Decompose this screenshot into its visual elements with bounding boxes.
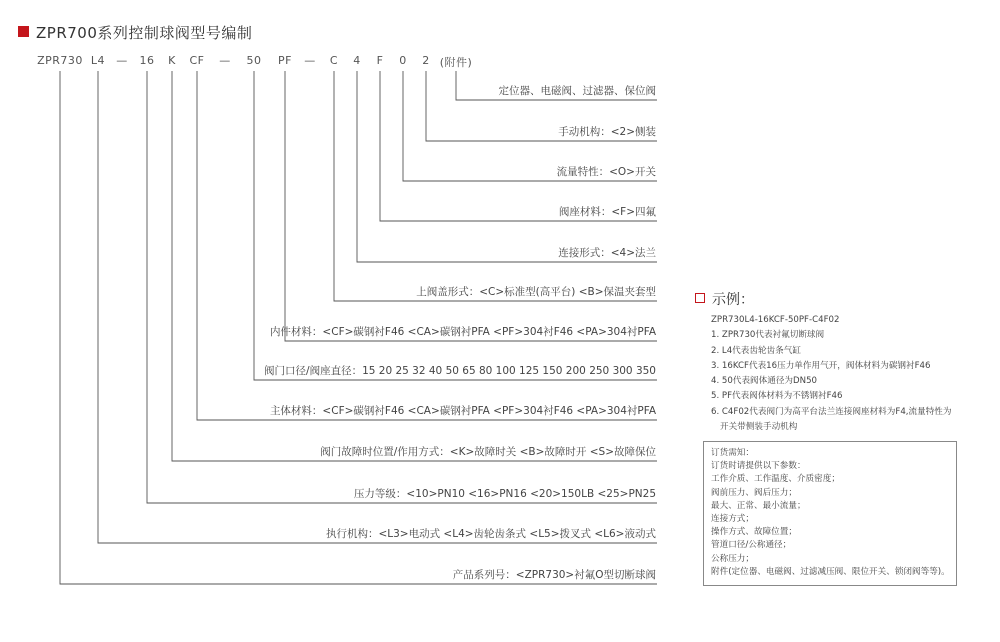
code-token-pressure: 16 xyxy=(139,54,155,67)
order-line: 工作介质、工作温度、介质密度； xyxy=(711,474,840,485)
order-line: 连接方式； xyxy=(711,514,754,525)
order-line: 阀前压力、阀后压力； xyxy=(711,487,797,498)
code-token-actuator: L4 xyxy=(90,54,106,67)
desc-series: 产品系列号：<ZPR730>衬氟O型切断球阀 xyxy=(452,569,656,581)
desc-manual-operator: 手动机构：<2>侧装 xyxy=(558,126,656,138)
code-token-accessories: (附件) xyxy=(439,56,473,69)
code-token-fail-position: K xyxy=(168,54,176,67)
example-line: 1. ZPR730代表衬氟切断球阀 xyxy=(711,330,825,341)
code-token-seat-material: F xyxy=(376,54,384,67)
order-notes-list xyxy=(711,447,950,579)
order-line: 最大、正常、最小流量； xyxy=(711,500,806,511)
example-line: 开关带侧装手动机构 xyxy=(720,422,798,433)
desc-fail-position: 阀门故障时位置/作用方式：<K>故障时关 <B>故障时开 <S>故障保位 xyxy=(320,446,656,458)
desc-trim-material: 内件材料：<CF>碳钢衬F46 <CA>碳钢衬PFA <PF>304衬F46 <PA>304衬PFA xyxy=(269,326,656,338)
order-line: 管道口径/公称通径； xyxy=(711,540,792,551)
code-token-size: 50 xyxy=(246,54,262,67)
leader-line xyxy=(98,71,657,543)
order-line: 订货需知： xyxy=(711,448,754,458)
desc-accessories: 定位器、电磁阀、过滤器、保位阀 xyxy=(498,85,656,97)
code-token-body-material: CF xyxy=(189,54,205,67)
code-token-dash: — xyxy=(116,54,128,67)
code-token-bonnet: C xyxy=(329,54,339,67)
example-line: 6. C4F02代表阀门为高平台法兰连接阀座材料为F4,流量特性为 xyxy=(711,406,952,417)
order-line: 操作方式、故障位置； xyxy=(711,527,797,538)
code-token-trim-material: PF xyxy=(278,54,292,67)
leader-line xyxy=(334,71,657,301)
example-list xyxy=(711,313,951,435)
example-marker xyxy=(695,293,705,303)
example-line: 2. L4代表齿轮齿条气缸 xyxy=(711,345,801,356)
code-token-flow-characteristic: 0 xyxy=(399,54,407,67)
example-title: 示例： xyxy=(712,292,754,308)
example-code: ZPR730L4-16KCF-50PF-C4F02 xyxy=(711,315,840,325)
desc-body-material: 主体材料：<CF>碳钢衬F46 <CA>碳钢衬PFA <PF>304衬F46 <PA>304衬PFA xyxy=(269,405,656,417)
desc-connection: 连接形式：<4>法兰 xyxy=(558,247,656,259)
example-line: 5. PF代表阀体材料为不锈钢衬F46 xyxy=(711,391,843,402)
example-line: 3. 16KCF代表16压力单作用气开，阀体材料为碳钢衬F46 xyxy=(711,360,931,371)
desc-flow-characteristic: 流量特性：<O>开关 xyxy=(556,166,656,178)
code-token-connection: 4 xyxy=(353,54,361,67)
desc-seat-material: 阀座材料：<F>四氟 xyxy=(558,206,656,218)
desc-actuator: 执行机构：<L3>电动式 <L4>齿轮齿条式 <L5>拨叉式 <L6>液动式 xyxy=(325,528,656,540)
order-line: 附件(定位器、电磁阀、过滤减压阀、限位开关、锁闭阀等等)。 xyxy=(711,566,950,577)
desc-size: 阀门口径/阀座直径：15 20 25 32 40 50 65 80 100 125 150 200 250 300 350 xyxy=(264,365,656,377)
example-line: 4. 50代表阀体通径为DN50 xyxy=(711,376,818,387)
desc-pressure: 压力等级：<10>PN10 <16>PN16 <20>150LB <25>PN25 xyxy=(353,488,656,500)
desc-bonnet: 上阀盖形式：<C>标准型(高平台) <B>保温夹套型 xyxy=(416,286,656,298)
order-line: 公称压力； xyxy=(711,553,754,564)
page-title: ZPR700系列控制球阀型号编制 xyxy=(36,24,253,42)
code-token-manual-operator: 2 xyxy=(422,54,430,67)
order-line: 订货时请提供以下参数： xyxy=(711,461,806,472)
code-token-series: ZPR730 xyxy=(37,54,83,67)
code-token-dash: — xyxy=(219,54,231,67)
code-token-dash: — xyxy=(304,54,316,67)
